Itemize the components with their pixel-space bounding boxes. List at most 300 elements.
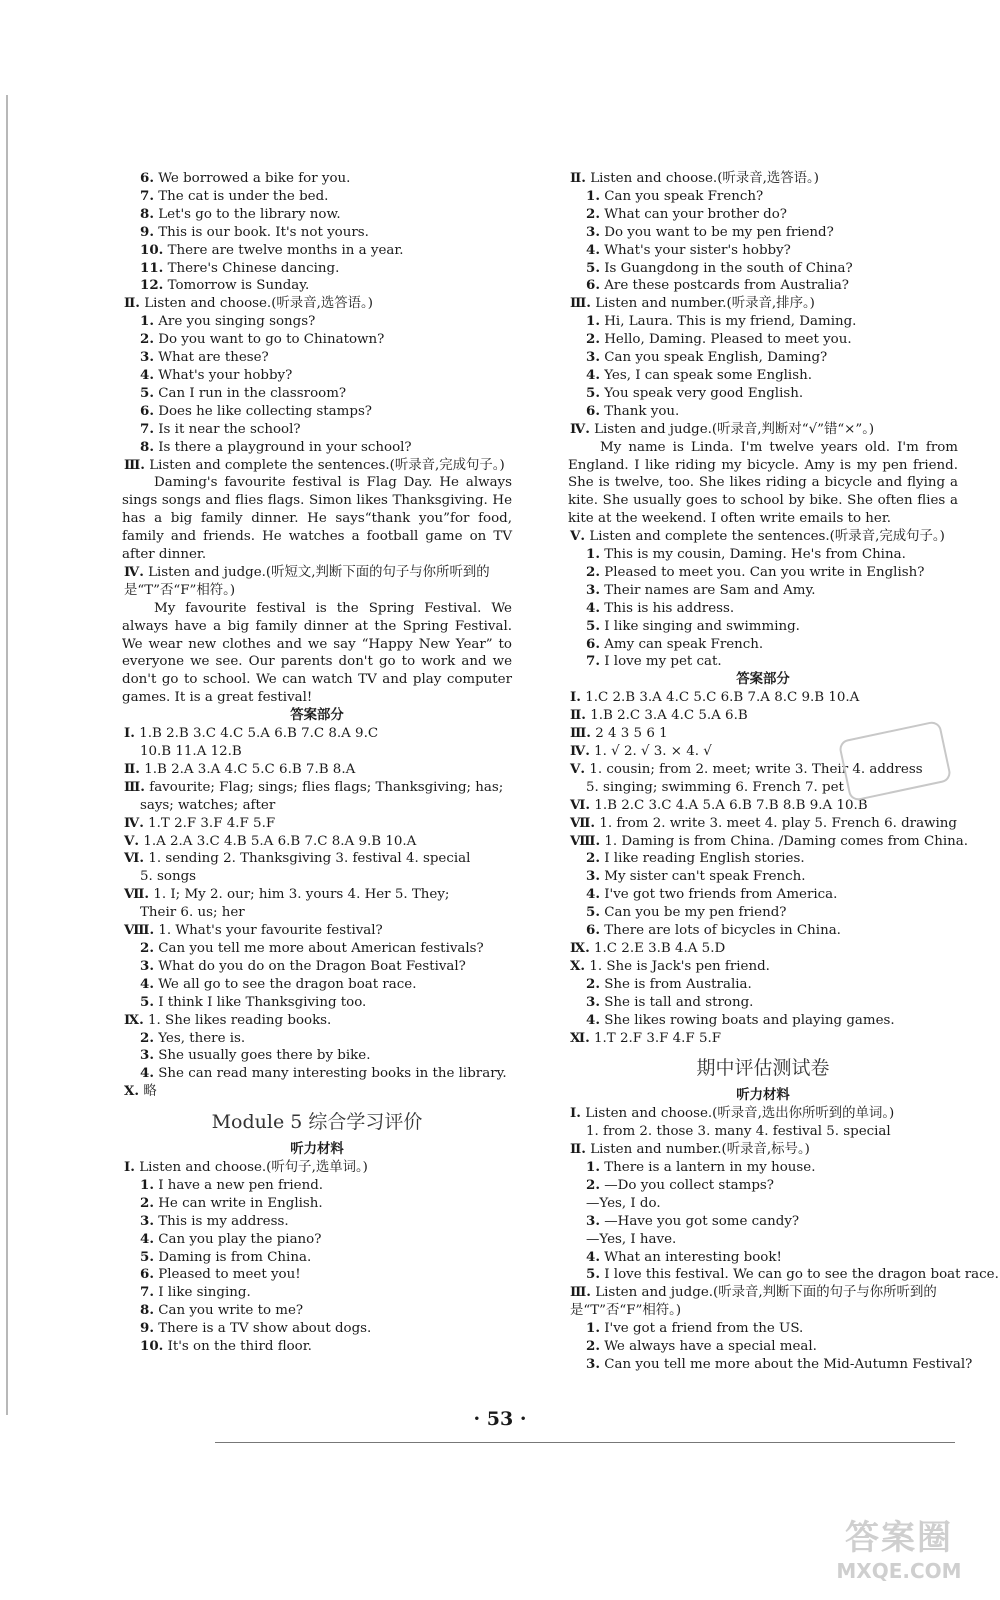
item-text: There is a lantern in my house. (604, 1160, 816, 1176)
text-line (568, 1030, 958, 1048)
item-text: —Yes, I do. (586, 1195, 661, 1211)
text-line (568, 1266, 999, 1284)
item-text: Yes, there is. (158, 1030, 246, 1046)
text-line (568, 331, 958, 349)
item-text: Is it near the school? (158, 421, 301, 437)
text-line (122, 331, 512, 349)
text-line (568, 1105, 958, 1123)
item-text: Yes, I can speak some English. (604, 367, 812, 383)
item-text: Their 6. us; her (140, 905, 245, 921)
text-line (122, 1047, 512, 1065)
text-line (568, 1284, 958, 1320)
item-number: Ⅲ. (124, 456, 145, 473)
item-text: We all go to see the dragon boat race. (158, 976, 417, 992)
item-text: Listen and complete the sentences.(听录音,完成句子。) (149, 457, 505, 473)
item-number: 4. (586, 1011, 600, 1028)
item-number: Ⅳ. (124, 563, 144, 580)
item-number: 3. (140, 957, 154, 974)
item-number: 10. (140, 241, 164, 258)
text-line (122, 1213, 512, 1231)
item-number: 6. (140, 170, 154, 186)
text-line (122, 439, 512, 457)
text-line (568, 277, 958, 295)
item-number: 9. (140, 223, 154, 240)
section-title (122, 1107, 512, 1137)
text-line (122, 206, 512, 224)
item-number: Ⅲ. (124, 778, 145, 795)
item-number: 2. (140, 1194, 154, 1211)
item-number: 2. (586, 205, 600, 222)
item-number: Ⅲ. (570, 295, 591, 312)
item-number: 1. (140, 313, 154, 330)
text-line (122, 224, 512, 242)
item-text: 2 4 3 5 6 1 (595, 726, 668, 742)
item-text: I've got a friend from the US. (604, 1321, 804, 1337)
item-text: Listen and choose.(听录音,选答语。) (144, 296, 373, 312)
item-number: Ⅰ. (124, 725, 135, 742)
text-line (122, 815, 512, 833)
item-number: Ⅵ. (124, 850, 145, 867)
item-text: This is our book. It's not yours. (158, 224, 369, 240)
item-number: 2. (140, 331, 154, 348)
text-line (568, 1231, 958, 1249)
item-number: 3. (140, 349, 154, 366)
item-number: Ⅳ. (570, 420, 590, 437)
item-number: Ⅸ. (124, 1011, 144, 1028)
item-text: 1.B 2.B 3.C 4.C 5.A 6.B 7.C 8.A 9.C (139, 726, 379, 742)
item-number: Ⅰ. (124, 1159, 135, 1176)
item-text: 1.T 2.F 3.F 4.F 5.F (148, 815, 276, 831)
item-number: 3. (586, 1356, 600, 1372)
item-number: 4. (586, 1248, 600, 1265)
text-line (568, 582, 958, 600)
item-text: There are lots of bicycles in China. (604, 923, 841, 939)
text-line (568, 528, 958, 546)
text-line (568, 600, 958, 618)
item-text: Can you speak French? (604, 188, 764, 204)
text-line (568, 403, 958, 421)
item-text: 1. I; My 2. our; him 3. yours 4. Her 5. They; (153, 887, 450, 903)
item-number: 8. (140, 205, 154, 222)
item-text: Amy can speak French. (604, 636, 764, 652)
item-text: says; watches; after (140, 797, 276, 813)
item-number: Ⅲ. (570, 1284, 591, 1301)
item-number: 1. (586, 1320, 600, 1337)
item-number: 4. (140, 366, 154, 383)
item-text: —Have you got some candy? (604, 1213, 800, 1229)
item-text: He can write in English. (158, 1195, 323, 1211)
text-line (122, 242, 512, 260)
item-number: 3. (586, 993, 600, 1010)
item-number: Ⅺ. (570, 1029, 590, 1046)
text-line (122, 1195, 512, 1213)
text-line (568, 260, 958, 278)
item-text: I've got two friends from America. (604, 887, 838, 903)
text-line (122, 958, 512, 976)
item-number: Ⅱ. (570, 170, 586, 186)
text-line (568, 206, 958, 224)
text-line (122, 277, 512, 295)
item-text: My sister can't speak French. (604, 869, 806, 885)
item-number: 5. (586, 1266, 600, 1283)
text-line (122, 188, 512, 206)
item-number: 4. (586, 599, 600, 616)
text-line (122, 1320, 512, 1338)
item-number: 11. (140, 259, 164, 276)
text-line (122, 1030, 512, 1048)
item-number: Ⅲ. (570, 725, 591, 742)
item-number: Ⅴ. (124, 832, 140, 849)
text-line (122, 797, 512, 815)
item-number: 3. (586, 581, 600, 598)
text-line (568, 1141, 958, 1159)
item-text: Is Guangdong in the south of China? (604, 260, 853, 276)
text-line (122, 922, 512, 940)
text-line (568, 958, 958, 976)
item-number: 7. (140, 420, 154, 437)
item-number: 3. (140, 1212, 154, 1229)
item-text: 略 (143, 1084, 157, 1100)
item-number: 1. (586, 313, 600, 330)
text-line (122, 886, 512, 904)
text-line (122, 725, 512, 743)
text-line (122, 260, 512, 278)
item-number: 8. (140, 438, 154, 455)
item-number: 6. (586, 635, 600, 652)
item-number: 6. (586, 277, 600, 294)
item-number: Ⅹ. (570, 957, 586, 974)
item-number: 5. (140, 993, 154, 1010)
text-line (122, 474, 512, 564)
item-text: Can you write to me? (158, 1303, 304, 1319)
item-number: 4. (140, 975, 154, 992)
item-text: —Yes, I have. (586, 1231, 677, 1247)
item-number: 1. (140, 1176, 154, 1193)
item-number: 8. (140, 1302, 154, 1319)
item-text: I like singing. (158, 1285, 251, 1301)
item-text: Daming's favourite festival is Flag Day. He always sings songs and flies flags. Simon likes Thanksgiving. He has a big family dinner. He says“thank you”for food, family and friends. He watches a football game on TV after dinner. (122, 475, 512, 563)
item-text: Listen and choose.(听句子,选单词。) (139, 1160, 368, 1176)
text-line (568, 546, 958, 564)
item-text: —Do you collect stamps? (604, 1177, 774, 1193)
text-line (568, 421, 958, 439)
text-line (568, 815, 958, 833)
text-line (122, 1338, 512, 1356)
item-text: What can your brother do? (604, 206, 787, 222)
item-text: It's on the third floor. (167, 1339, 312, 1355)
item-text: Listen and judge.(听录音,判断下面的句子与你所听到的是“T”否“F”相符。) (570, 1285, 937, 1319)
item-text: Can you tell me more about American festivals? (158, 940, 484, 956)
item-number: 2. (586, 850, 600, 867)
item-number: 1. (586, 187, 600, 204)
text-line (122, 403, 512, 421)
text-line (568, 653, 958, 671)
item-text: 1. What's your favourite festival? (158, 923, 383, 939)
item-number: 2. (586, 563, 600, 580)
item-number: Ⅱ. (570, 1141, 586, 1158)
item-number: 3. (586, 868, 600, 885)
text-line (122, 170, 512, 188)
item-text: She is from Australia. (604, 976, 752, 992)
item-number: 5. (586, 259, 600, 276)
item-number: 12. (140, 277, 164, 294)
page-number: · 53 · (473, 1408, 527, 1430)
item-text: Daming is from China. (158, 1249, 312, 1265)
item-number: 1. (586, 1159, 600, 1176)
text-line (122, 743, 512, 761)
text-line (568, 295, 958, 313)
item-text: We always have a special meal. (604, 1339, 817, 1355)
text-line (568, 367, 958, 385)
item-text: Listen and judge.(听短文,判断下面的句子与你所听到的是“T”否“F”相符。) (124, 564, 490, 598)
text-line (568, 1159, 958, 1177)
item-text: 1.T 2.F 3.F 4.F 5.F (594, 1030, 722, 1046)
item-number: Ⅰ. (570, 689, 581, 706)
text-line (122, 1065, 512, 1083)
item-text: Listen and number.(听录音,排序。) (595, 296, 815, 312)
item-text: Hi, Laura. This is my friend, Daming. (604, 314, 857, 330)
item-number: 2. (140, 1029, 154, 1046)
text-line (568, 994, 958, 1012)
item-text: There is a TV show about dogs. (158, 1321, 372, 1337)
item-text: What's your sister's hobby? (604, 242, 791, 258)
text-line (568, 707, 958, 725)
text-line (568, 976, 958, 994)
text-line (568, 832, 968, 851)
item-text: Thank you. (604, 403, 680, 419)
item-text: We borrowed a bike for you. (158, 171, 351, 186)
item-text: Do you want to go to Chinatown? (158, 332, 385, 348)
text-line (122, 457, 512, 475)
item-text: Let's go to the library now. (158, 206, 341, 222)
item-number: 5. (586, 384, 600, 401)
item-number: Ⅰ. (570, 1105, 581, 1122)
text-line (122, 904, 512, 922)
text-line (122, 868, 512, 886)
item-text: favourite; Flag; sings; flies flags; Thanksgiving; has; (149, 779, 504, 795)
item-number: 6. (140, 402, 154, 419)
item-number: Ⅴ. (570, 760, 586, 777)
item-number: 7. (140, 1284, 154, 1301)
text-line (122, 313, 512, 331)
text-line (122, 1012, 512, 1030)
text-line (122, 600, 512, 707)
item-number: 3. (140, 1047, 154, 1064)
item-number: 4. (586, 886, 600, 903)
item-number: 10. (140, 1338, 164, 1355)
item-text: Do you want to be my pen friend? (604, 224, 834, 240)
text-line (568, 689, 958, 707)
item-text: 1. from 2. those 3. many 4. festival 5. special (586, 1124, 891, 1140)
text-line (122, 421, 512, 439)
item-number: 6. (586, 922, 600, 939)
item-text: The cat is under the bed. (158, 188, 329, 204)
section-heading (122, 707, 512, 725)
item-text: 1. from 2. write 3. meet 4. play 5. French 6. drawing (599, 815, 957, 831)
item-number: 6. (140, 1266, 154, 1283)
item-number: 2. (586, 1338, 600, 1355)
section-heading (568, 671, 958, 689)
item-text: This is his address. (604, 600, 735, 616)
item-text: Does he like collecting stamps? (158, 403, 372, 419)
item-text: Are you singing songs? (158, 314, 316, 330)
item-text: 听力材料 (290, 1141, 344, 1158)
item-number: Ⅱ. (124, 295, 140, 312)
item-number: 4. (586, 366, 600, 383)
item-number: 1. (586, 546, 600, 563)
text-line (122, 994, 512, 1012)
item-text: I love my pet cat. (604, 654, 722, 670)
item-text: 5. songs (140, 869, 197, 885)
item-text: 1. √ 2. √ 3. × 4. √ (594, 744, 712, 759)
item-number: 9. (140, 1320, 154, 1337)
text-line (122, 850, 512, 868)
item-text: What are these? (158, 350, 269, 366)
text-line (122, 349, 512, 367)
text-line (122, 367, 512, 385)
text-line (568, 904, 958, 922)
text-line (122, 385, 512, 403)
item-text: Can you speak English, Daming? (604, 350, 828, 366)
item-text: Tomorrow is Sunday. (167, 278, 310, 294)
item-text: Can you play the piano? (158, 1231, 322, 1247)
item-text: I have a new pen friend. (158, 1177, 324, 1193)
item-number: 3. (586, 223, 600, 240)
text-line (568, 188, 958, 206)
text-line (122, 976, 512, 994)
item-number: 3. (586, 1212, 600, 1229)
text-line (568, 1249, 958, 1267)
text-line (122, 1266, 512, 1284)
text-line (568, 1177, 958, 1195)
item-text: What an interesting book! (604, 1249, 782, 1265)
item-number: Ⅴ. (570, 528, 586, 545)
item-number: 7. (586, 653, 600, 670)
item-text: 1. She likes reading books. (148, 1012, 332, 1028)
item-text: This is my address. (158, 1213, 289, 1229)
text-line (568, 1338, 958, 1356)
text-line (568, 850, 958, 868)
item-number: 5. (586, 904, 600, 921)
item-number: Ⅶ. (124, 886, 150, 903)
watermark-text: 答案圈 (845, 1518, 953, 1558)
item-number: 3. (586, 349, 600, 366)
item-text: I think I like Thanksgiving too. (158, 994, 367, 1010)
binding-margin-line (6, 95, 8, 1415)
item-text: 10.B 11.A 12.B (140, 744, 242, 759)
item-number: 7. (140, 187, 154, 204)
text-line (568, 1356, 973, 1374)
section-heading (568, 1087, 958, 1105)
item-text: 1.B 2.C 3.C 4.A 5.A 6.B 7.B 8.B 9.A 10.B (594, 797, 868, 813)
item-number: 6. (586, 402, 600, 419)
watermark-domain: MXQE.COM (836, 1559, 962, 1583)
text-line (568, 1012, 958, 1030)
text-line (568, 636, 958, 654)
text-line (568, 922, 958, 940)
text-line (568, 242, 958, 260)
item-number: 5. (586, 617, 600, 634)
text-line (122, 1302, 512, 1320)
item-number: Ⅷ. (124, 922, 155, 939)
item-text: I like reading English stories. (604, 851, 805, 867)
section-heading (122, 1141, 512, 1159)
item-number: Ⅸ. (570, 939, 590, 956)
text-line (568, 170, 958, 188)
item-text: What do you do on the Dragon Boat Festival? (158, 958, 466, 974)
item-text: 1.B 2.C 3.A 4.C 5.A 6.B (590, 708, 748, 724)
item-text: Can you be my pen friend? (604, 905, 787, 921)
item-number: Ⅳ. (124, 814, 144, 831)
item-text: Can I run in the classroom? (158, 385, 347, 401)
text-line (568, 1213, 958, 1231)
item-text: There are twelve months in a year. (167, 242, 404, 258)
item-text: Listen and judge.(听录音,判断对“√”错“×”。) (594, 421, 875, 437)
item-text: She is tall and strong. (604, 994, 754, 1010)
item-text: 1. She is Jack's pen friend. (589, 958, 770, 974)
item-text: She usually goes there by bike. (158, 1048, 371, 1064)
item-number: 5. (140, 384, 154, 401)
text-line (122, 1284, 512, 1302)
footer-rule (215, 1442, 955, 1443)
item-text: Can you tell me more about the Mid-Autumn Festival? (604, 1357, 973, 1372)
item-text: 1.A 2.A 3.C 4.B 5.A 6.B 7.C 8.A 9.B 10.A (143, 833, 417, 849)
item-text: 1.B 2.A 3.A 4.C 5.C 6.B 7.B 8.A (144, 761, 356, 777)
item-text: 1. cousin; from 2. meet; write 3. Their 4. address (589, 761, 923, 777)
item-text: There's Chinese dancing. (167, 260, 340, 276)
item-text: Module 5 综合学习评价 (211, 1111, 423, 1134)
item-text: 听力材料 (736, 1087, 790, 1104)
item-text: I love this festival. We can go to see the dragon boat race. (604, 1267, 999, 1283)
item-text: 答案部分 (290, 707, 344, 724)
item-text: Are these postcards from Australia? (604, 278, 849, 294)
item-text: My name is Linda. I'm twelve years old. I'm from England. I like riding my bicycle. Amy is my pen friend. She is twelve, too. She likes riding a bicycle and flying a kite. She usually goes to school by bike. She often flies a kite at the weekend. I often write emails to her. (568, 439, 958, 527)
text-line (568, 1320, 958, 1338)
item-text: You speak very good English. (604, 385, 804, 401)
text-line (568, 886, 958, 904)
text-line (122, 1249, 512, 1267)
item-number: Ⅹ. (124, 1083, 140, 1100)
text-line (568, 797, 958, 815)
item-text: I like singing and swimming. (604, 618, 800, 634)
item-text: 1. Daming is from China. /Daming comes from China. (604, 833, 968, 849)
text-line (568, 940, 958, 958)
text-line (122, 564, 512, 600)
item-text: My favourite festival is the Spring Festival. We always have a big family dinner at the Spring Festival. We wear new clothes and we say “Happy New Year” to everyone we see. Our parents don't go to work and we don't go to school. We can watch TV and play computer games. It is a great festival! (122, 600, 512, 706)
item-text: 1.C 2.B 3.A 4.C 5.C 6.B 7.A 8.C 9.B 10.A (585, 690, 860, 706)
item-text: Listen and choose.(听录音,选出你所听到的单词。) (585, 1106, 895, 1122)
item-text: She can read many interesting books in the library. (158, 1066, 507, 1082)
item-number: 4. (140, 1065, 154, 1082)
item-number: Ⅵ. (570, 796, 591, 813)
item-text: Pleased to meet you. Can you write in English? (604, 564, 925, 580)
text-line (122, 1083, 512, 1101)
text-line (568, 313, 958, 331)
item-text: What's your hobby? (158, 367, 293, 383)
text-line (568, 1195, 958, 1213)
item-text: Pleased to meet you! (158, 1267, 301, 1283)
item-text: Listen and number.(听录音,标号。) (590, 1142, 810, 1158)
text-line (568, 349, 958, 367)
site-watermark-logo (814, 1510, 984, 1590)
item-number: 4. (586, 241, 600, 258)
text-line (122, 295, 512, 313)
item-text: Listen and choose.(听录音,选答语。) (590, 171, 819, 186)
item-text: Their names are Sam and Amy. (604, 582, 816, 598)
item-text: 1.C 2.E 3.B 4.A 5.D (594, 940, 726, 956)
item-text: She likes rowing boats and playing games. (604, 1012, 895, 1028)
item-number: Ⅱ. (124, 760, 140, 777)
